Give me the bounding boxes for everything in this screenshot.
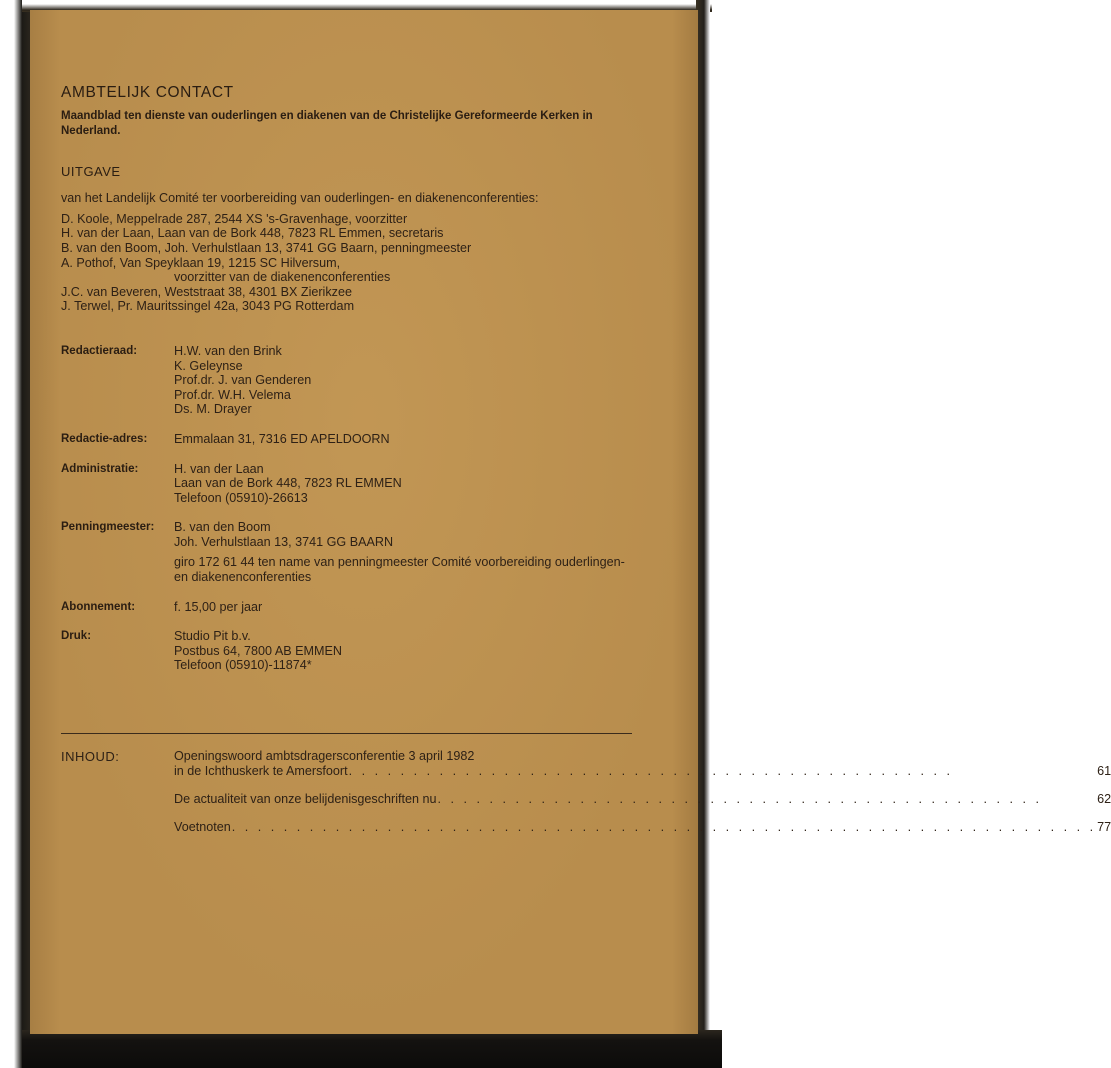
address-line: H. van der Laan xyxy=(174,461,264,476)
committee-member: B. van den Boom, Joh. Verhulstlaan 13, 3741 GG Baarn, penningmeester xyxy=(61,240,472,255)
toc-page-number: 77 xyxy=(1097,820,1111,834)
penningmeester-value xyxy=(174,520,641,584)
phone-line: Telefoon (05910)-11874* xyxy=(174,658,312,673)
toc-entry-title: Openingswoord ambtsdragersconferentie 3 april 1982 xyxy=(174,749,475,763)
toc-entry-title: Voetnoten xyxy=(174,820,231,834)
address-line: Postbus 64, 7800 AB EMMEN xyxy=(174,643,343,658)
scan-edge-right xyxy=(696,0,710,1040)
scan-edge-bottom xyxy=(22,1030,722,1068)
magazine-title: AMBTELIJK CONTACT xyxy=(61,84,234,101)
redactieraad-value xyxy=(174,344,641,417)
redactie-adres-label: Redactie-adres: xyxy=(61,432,148,445)
committee-member: H. van der Laan, Laan van de Bork 448, 7823 RL Emmen, secretaris xyxy=(61,226,444,241)
printer-name: Studio Pit b.v. xyxy=(174,629,251,644)
redactieraad-label: Redactieraad: xyxy=(61,344,138,357)
toc-leader-dots: . . . . . . . . . . . . . . . . . . . . . . . . . . . . . . . . . . . . . . . . . . . . . . . xyxy=(437,792,1042,806)
redactie-adres-value: Emmalaan 31, 7316 ED APELDOORN xyxy=(174,431,390,446)
toc-leader-dots: . . . . . . . . . . . . . . . . . . . . . . . . . . . . . . . . . . . . . . . . . . . . . . . xyxy=(348,764,954,778)
editor-name: Prof.dr. W.H. Velema xyxy=(174,387,291,402)
toc-leader-dots: . . . . . . . . . . . . . . . . . . . . . . . . . . . . . . . . . . . . . . . . . . . . . . . . . . . . . . . . . . . . . . . . . . . xyxy=(231,820,1097,834)
address-line: Joh. Verhulstlaan 13, 3741 GG BAARN xyxy=(174,534,394,549)
penningmeester-row xyxy=(61,520,641,584)
toc-entry xyxy=(174,792,1111,807)
toc-entry-title: De actualiteit van onze belijdenisgeschriften nu xyxy=(174,792,437,806)
administratie-label: Administratie: xyxy=(61,462,139,475)
toc-entry-lead xyxy=(174,764,1111,779)
druk-label: Druk: xyxy=(61,630,92,643)
toc-page-number: 61 xyxy=(1097,764,1111,778)
toc-row xyxy=(61,749,1111,848)
abonnement-row xyxy=(61,600,641,615)
section-divider xyxy=(61,733,632,734)
redactieraad-row xyxy=(61,344,641,417)
editor-name: H.W. van den Brink xyxy=(174,343,282,358)
abonnement-label: Abonnement: xyxy=(61,600,136,613)
redactie-adres-row xyxy=(61,432,641,447)
toc-entry xyxy=(174,820,1111,835)
toc-page-number: 62 xyxy=(1097,792,1111,806)
administratie-value xyxy=(174,462,641,506)
phone-line: Telefoon (05910)-26613 xyxy=(174,490,308,505)
committee-member: J. Terwel, Pr. Mauritssingel 42a, 3043 PG Rotterdam xyxy=(61,299,355,314)
abonnement-value: f. 15,00 per jaar xyxy=(174,599,263,614)
toc-entry-title: in de Ichthuskerk te Amersfoort xyxy=(174,764,348,778)
uitgave-heading: UITGAVE xyxy=(61,163,121,179)
giro-line: giro 172 61 44 ten name van penningmeester Comité voorbereiding ouderlingen- en diakenenconferenties xyxy=(174,555,625,585)
committee-member-role: voorzitter van de diakenenconferenties xyxy=(174,270,391,285)
scan-edge-left xyxy=(0,0,30,1068)
druk-value xyxy=(174,629,641,673)
editor-name: Ds. M. Drayer xyxy=(174,402,252,417)
committee-member: A. Pothof, Van Speyklaan 19, 1215 SC Hilversum, xyxy=(61,255,341,270)
administratie-row xyxy=(61,462,641,506)
druk-row xyxy=(61,629,641,673)
toc-entry-lead xyxy=(174,792,1111,807)
address-line: B. van den Boom xyxy=(174,520,271,535)
committee-member: J.C. van Beveren, Weststraat 38, 4301 BX Zierikzee xyxy=(61,284,352,299)
table-of-contents xyxy=(61,749,1111,862)
penningmeester-label: Penningmeester: xyxy=(61,521,155,534)
committee-member: D. Koole, Meppelrade 287, 2544 XS 's-Gravenhage, voorzitter xyxy=(61,211,408,226)
inhoud-label: INHOUD: xyxy=(61,749,120,764)
toc-entries xyxy=(174,749,1111,848)
colophon xyxy=(61,86,641,688)
committee-list xyxy=(61,212,641,314)
editor-name: Prof.dr. J. van Genderen xyxy=(174,373,312,388)
uitgave-intro: van het Landelijk Comité ter voorbereiding van ouderlingen- en diakenenconferenties: xyxy=(61,191,539,206)
address-line: Laan van de Bork 448, 7823 RL EMMEN xyxy=(174,476,402,491)
toc-entry-lead xyxy=(174,820,1111,835)
magazine-subtitle: Maandblad ten dienste van ouderlingen en diakenen van de Christelijke Gereformeerde Kerken in Nederland. xyxy=(61,109,593,137)
magazine-cover-page xyxy=(30,10,1111,1034)
editor-name: K. Geleynse xyxy=(174,358,243,373)
toc-entry xyxy=(174,749,1111,779)
editorial-info xyxy=(61,344,641,673)
